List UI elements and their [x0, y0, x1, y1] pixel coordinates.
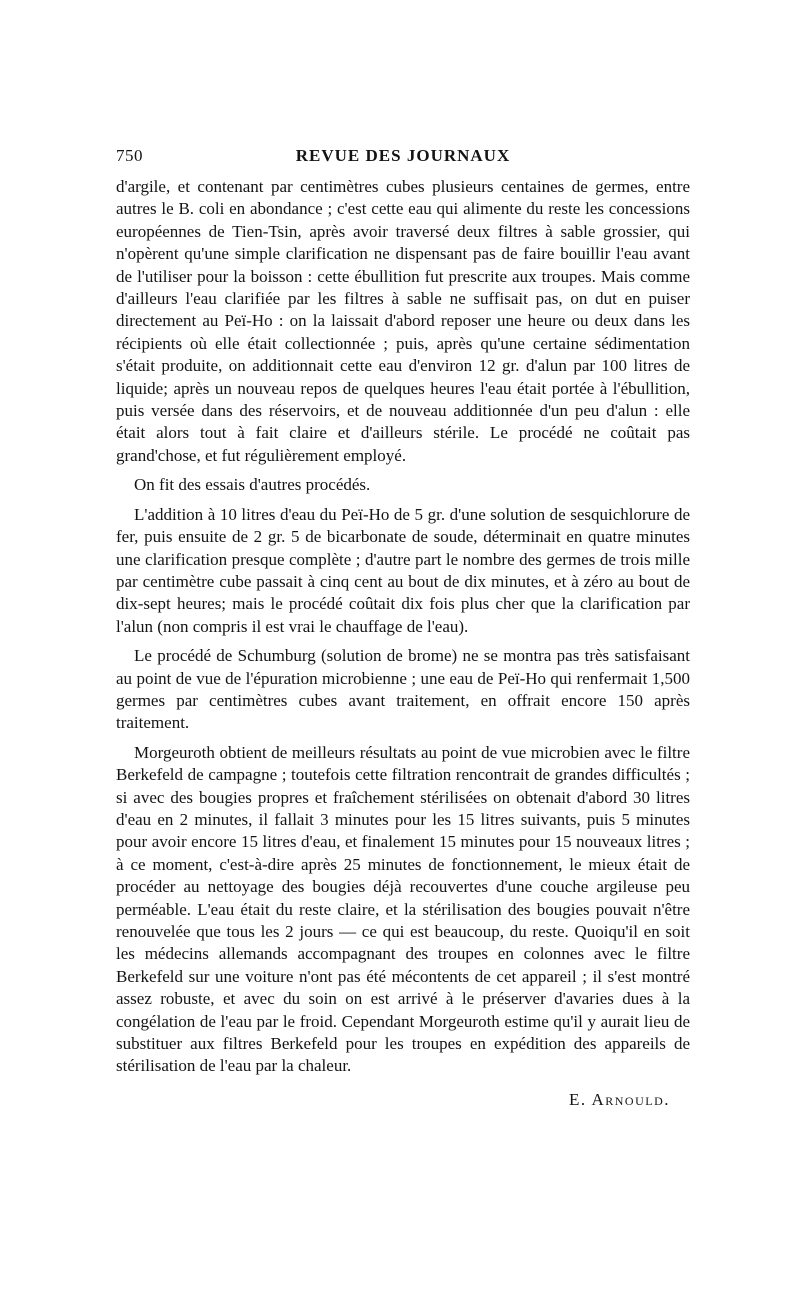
paragraph: L'addition à 10 litres d'eau du Peï-Ho de 5 gr. d'une solution de sesquichlorure de fer, puis ensuite de 2 gr. 5 de bicarbonate de soude, déterminait en quatre minutes une clarification presque complète ; d'autre part le nombre des germes de trois mille par centimètre cube passait à cinq cent au bout de dix minutes, et à zéro au bout de dix-sept heures; mais le procédé coûtait dix fois plus cher que la clarification par l'alun (non compris il est vrai le chauffage de l'eau). [116, 504, 690, 636]
paragraph-continued: d'argile, et contenant par centimètres cubes plusieurs centaines de germes, entre autres le B. coli en abondance ; c'est cette eau qui alimente du reste les concessions européennes de Tien-Tsin, après avoir traversé deux filtres à sable grossier, qui n'opèrent qu'une simple clarification ne dispensant pas de faire bouillir l'eau avant de l'utiliser pour la boisson : cette ébullition fut prescrite aux troupes. Mais comme d'ailleurs l'eau clarifiée par les filtres à sable ne suffisait pas, on dut en puiser directement au Peï-Ho : on la laissait d'abord reposer une heure ou deux dans les récipients où elle était collectionnée ; puis, après qu'une certaine sédimentation s'était produite, on additionnait cette eau d'environ 12 gr. d'alun par 100 litres de liquide; après un nouveau repos de quelques heures l'eau était portée à l'ébullition, puis versée dans des réservoirs, et de nouveau additionnée d'un peu d'alun : elle était alors tout à fait claire et d'ailleurs stérile. Le procédé ne coûtait pas grand'chose, et fut régulièrement employé. [116, 177, 690, 465]
running-head [116, 146, 690, 172]
paragraph: Morgeuroth obtient de meilleurs résultats au point de vue microbien avec le filtre Berkefeld de campagne ; toutefois cette filtration rencontrait de grandes difficultés ; si avec des bougies propres et fraîchement stérilisées on obtenait d'abord 30 litres d'eau en 2 minutes, il fallait 3 minutes pour les 15 litres suivants, puis 5 minutes pour avoir encore 15 litres d'eau, et finalement 15 minutes pour 15 nouveaux litres ; à ce moment, c'est-à-dire après 25 minutes de fonctionnement, le mieux était de procéder au nettoyage des bougies déjà recouvertes d'une couche argileuse peu perméable. L'eau était du reste claire, et la stérilisation des bougies pouvait n'être renouvelée que tous les 2 jours — ce qui est beaucoup, du reste. Quoiqu'il en soit les médecins allemands accompagnant des troupes en colonnes avec le filtre Berkefeld sur une voiture n'ont pas été mécontents de cet appareil ; il s'est montré assez robuste, et avec du soin on est arrivé à le préserver d'avaries dues à la congélation de l'eau par le froid. Cependant Morgeuroth estime qu'il y aurait lieu de substituer aux filtres Berkefeld pour les troupes en expédition des appareils de stérilisation de l'eau par la chaleur. [116, 742, 690, 1076]
page-number: 750 [116, 146, 143, 165]
author-signature: E. Arnould. [569, 1089, 670, 1109]
document-page [116, 146, 690, 1110]
journal-title: REVUE DES JOURNAUX [295, 146, 511, 165]
paragraph: On fit des essais d'autres procédés. [134, 475, 371, 495]
paragraph: Le procédé de Schumburg (solution de brome) ne se montra pas très satisfaisant au point de vue de l'épuration microbienne ; une eau de Peï-Ho qui renfermait 1,500 germes par centimètres cubes avant traitement, en offrait encore 150 après traitement. [116, 646, 690, 733]
article-body [116, 176, 690, 1078]
